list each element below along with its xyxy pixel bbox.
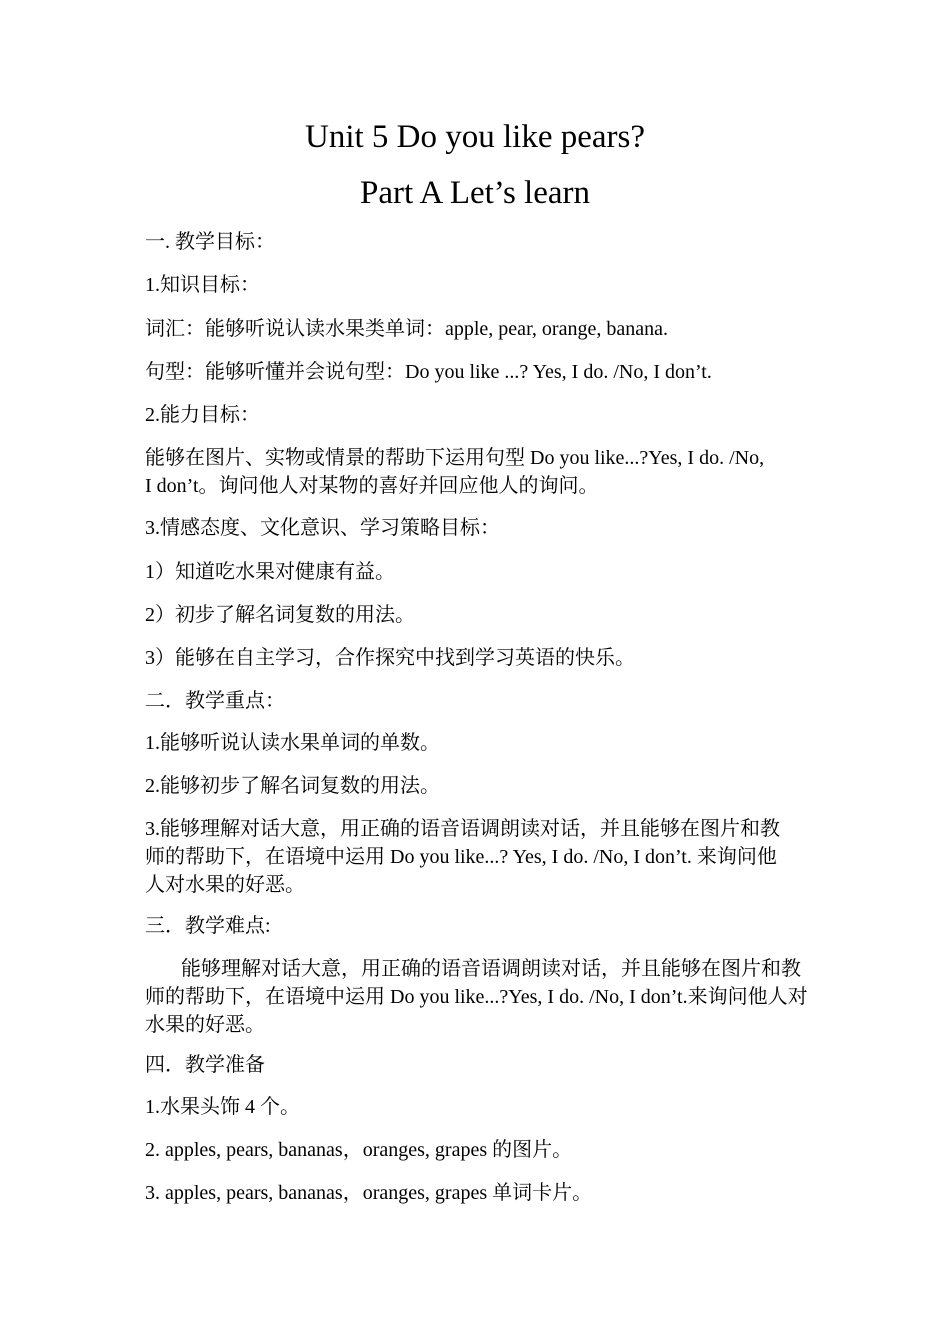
doc-title: Unit 5 Do you like pears? [304, 119, 645, 155]
preparation-item-2: 2. apples, pears, bananas，oranges, grapes 的图片。 [145, 1139, 573, 1161]
key-point-2: 2.能够初步了解名词复数的用法。 [145, 775, 440, 797]
key-point-3: 3.能够理解对话大意，用正确的语音语调朗读对话，并且能够在图片和教师的帮助下，在语境中运用 Do you like...? Yes, I do. /No, I don’t. 来询问他人对水果的好恶。 [145, 818, 780, 896]
emotion-goal-2: 2）初步了解名词复数的用法。 [145, 604, 415, 626]
sentence-pattern-line: 句型：能够听懂并会说句型：Do you like ...? Yes, I do. /No, I don’t. [145, 361, 712, 383]
section-2-heading: 二．教学重点： [145, 690, 285, 712]
section-1-heading: 一. 教学目标： [145, 231, 275, 253]
emotion-goal-label: 3.情感态度、文化意识、学习策略目标： [145, 517, 500, 539]
ability-goal-label: 2.能力目标： [145, 404, 260, 426]
difficulty-paragraph: 能够理解对话大意，用正确的语音语调朗读对话，并且能够在图片和教师的帮助下，在语境中运用 Do you like...?Yes, I do. /No, I don’t.来询问他人对水果的好恶。 [145, 958, 808, 1036]
doc-subtitle: Part A Let’s learn [359, 175, 591, 211]
ability-goal-paragraph: 能够在图片、实物或情景的帮助下运用句型 Do you like...?Yes, I do. /No, I don’t。询问他人对某物的喜好并回应他人的询问。 [145, 447, 765, 497]
knowledge-goal-label: 1.知识目标： [145, 274, 260, 296]
key-point-1: 1.能够听说认读水果单词的单数。 [145, 732, 440, 754]
preparation-item-1: 1.水果头饰 4 个。 [145, 1096, 300, 1118]
section-4-heading: 四．教学准备 [145, 1054, 265, 1076]
section-3-heading: 三．教学难点: [145, 915, 271, 937]
emotion-goal-3: 3）能够在自主学习，合作探究中找到学习英语的快乐。 [145, 647, 635, 669]
vocabulary-line: 词汇：能够听说认读水果类单词：apple, pear, orange, banana. [145, 318, 668, 340]
preparation-item-3: 3. apples, pears, bananas，oranges, grapes 单词卡片。 [145, 1182, 593, 1204]
emotion-goal-1: 1）知道吃水果对健康有益。 [145, 561, 395, 583]
